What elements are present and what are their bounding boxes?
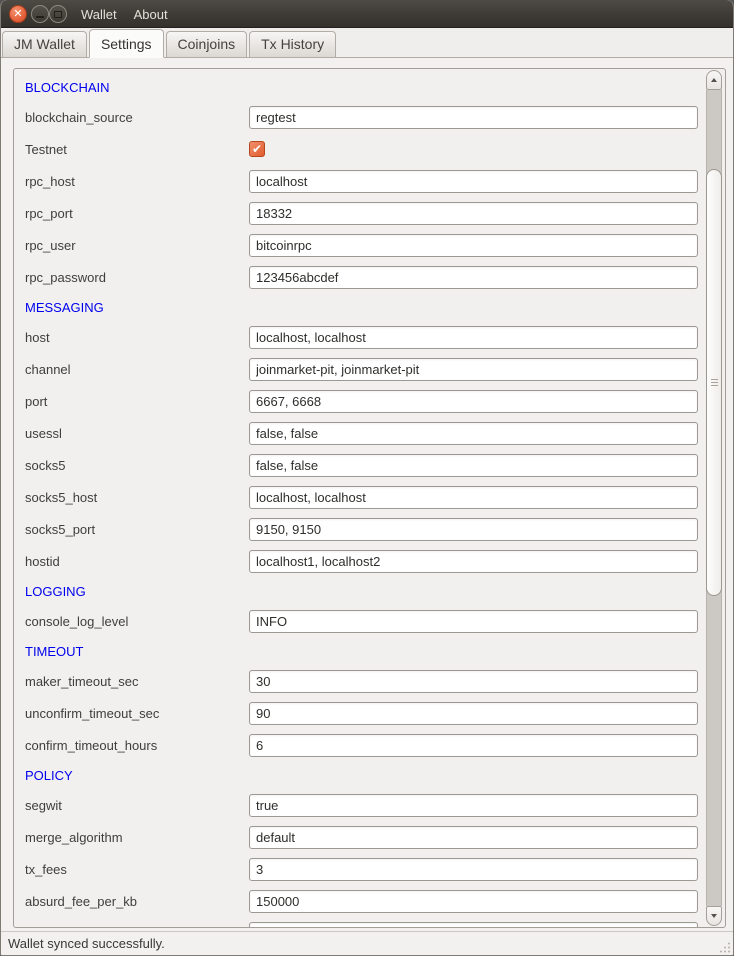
resize-grip[interactable] [720,942,731,953]
close-icon: ✕ [13,7,23,20]
tab-tx-history[interactable]: Tx History [249,31,336,57]
field-row-socks5_host [25,481,725,513]
scrollbar-thumb[interactable] [706,169,722,596]
section-header-blockchain: BLOCKCHAIN [25,79,110,95]
field-row-rpc_port [25,197,725,229]
field-row-socks5 [25,449,725,481]
menubar [81,0,168,28]
field-label: tx_fees [25,861,67,877]
socks5_port-input[interactable] [249,518,698,541]
field-row-rpc_user [25,229,725,261]
rpc_host-input[interactable] [249,170,698,193]
field-label: usessl [25,425,62,441]
field-label: rpc_port [25,205,73,221]
field-label: rpc_password [25,269,106,285]
field-row-channel [25,353,725,385]
section-header-logging: LOGGING [25,583,86,599]
field-row-segwit [25,789,725,821]
tab-jm-wallet[interactable]: JM Wallet [2,31,87,57]
segwit-input[interactable] [249,794,698,817]
field-row-blockchain_source [25,101,725,133]
field-row-tx_fees [25,853,725,885]
field-label: absurd_fee_per_kb [25,893,138,909]
field-label: blockchain_source [25,109,133,125]
field-row-confirm_timeout_hours [25,729,725,761]
menu-wallet[interactable]: Wallet [81,6,117,22]
field-label: console_log_level [25,613,129,629]
field-label: merge_algorithm [25,829,123,845]
vertical-scrollbar[interactable] [706,70,722,926]
field-row-socks5_port [25,513,725,545]
field-row-merge_algorithm [25,821,725,853]
blockchain_source-input[interactable] [249,106,698,129]
console_log_level-input[interactable] [249,610,698,633]
field-row-console_log_level [25,605,725,637]
field-row-maker_timeout_sec [25,665,725,697]
arrow-down-icon [711,914,717,918]
tab-settings[interactable]: Settings [89,29,164,58]
field-row-clipped [25,917,725,928]
field-row-port [25,385,725,417]
channel-input[interactable] [249,358,698,381]
socks5_host-input[interactable] [249,486,698,509]
scrollbar-grip-icon [711,379,718,386]
field-row-hostid [25,545,725,577]
field-row-absurd_fee_per_kb [25,885,725,917]
socks5-input[interactable] [249,454,698,477]
rpc_port-input[interactable] [249,202,698,225]
testnet-checkbox[interactable] [249,141,265,157]
clipped-field-input[interactable] [249,922,698,929]
field-row-usessl [25,417,725,449]
status-message: Wallet synced successfully. [8,936,165,951]
section-header-messaging: MESSAGING [25,299,104,315]
merge_algorithm-input[interactable] [249,826,698,849]
usessl-input[interactable] [249,422,698,445]
minimize-button[interactable] [31,5,49,23]
field-label: channel [25,361,71,377]
scroll-down-button[interactable] [706,906,722,926]
section-header-policy: POLICY [25,767,73,783]
maximize-icon [54,11,62,18]
field-row-unconfirm_timeout_sec [25,697,725,729]
tab-coinjoins[interactable]: Coinjoins [166,31,248,57]
field-row-Testnet [25,133,725,165]
maker_timeout_sec-input[interactable] [249,670,698,693]
field-label: rpc_host [25,173,75,189]
tab-bar [1,28,733,58]
absurd_fee_per_kb-input[interactable] [249,890,698,913]
field-label: port [25,393,48,409]
settings-scroll-area [13,68,726,928]
field-label: maker_timeout_sec [25,673,139,689]
field-label: Testnet [25,141,67,157]
section-header-timeout: TIMEOUT [25,643,84,659]
close-button[interactable] [9,5,27,23]
field-label: socks5_port [25,521,96,537]
rpc_user-input[interactable] [249,234,698,257]
port-input[interactable] [249,390,698,413]
field-label: segwit [25,797,62,813]
field-label: confirm_timeout_hours [25,737,158,753]
rpc_password-input[interactable] [249,266,698,289]
unconfirm_timeout_sec-input[interactable] [249,702,698,725]
check-icon: ✔ [251,141,263,156]
scroll-up-button[interactable] [706,70,722,90]
hostid-input[interactable] [249,550,698,573]
field-row-rpc_host [25,165,725,197]
titlebar [1,0,733,28]
minimize-icon [36,16,44,18]
field-label: hostid [25,553,60,569]
maximize-button[interactable] [49,5,67,23]
arrow-up-icon [711,78,717,82]
field-row-rpc_password [25,261,725,293]
field-label: socks5 [25,457,66,473]
settings-pane [1,58,733,932]
host-input[interactable] [249,326,698,349]
status-bar [1,931,733,955]
field-label: rpc_user [25,237,76,253]
tx_fees-input[interactable] [249,858,698,881]
menu-about[interactable]: About [133,6,168,22]
field-label: unconfirm_timeout_sec [25,705,160,721]
field-row-host [25,321,725,353]
confirm_timeout_hours-input[interactable] [249,734,698,757]
field-label: socks5_host [25,489,98,505]
field-label: host [25,329,50,345]
settings-form [14,69,725,928]
